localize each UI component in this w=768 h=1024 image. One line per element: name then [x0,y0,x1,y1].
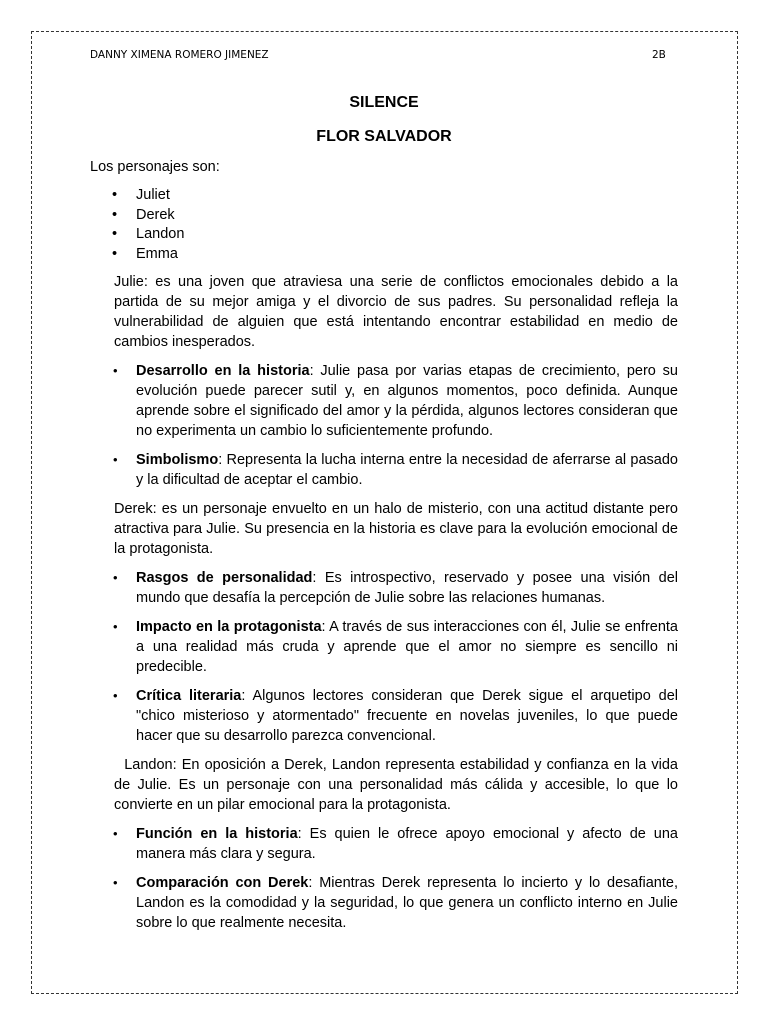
point-term: Comparación con Derek [136,875,309,891]
point-term: Simbolismo [136,452,219,468]
point-text: : Julie pasa por varias etapas de crecimiento, pero su evolución puede parecer sutil y, en algunos momentos, poco definida. Aunque aprende sobre el significado del amor y la pérdida, algunos lectores consideran que no experimenta un cambio lo suficientemente profundo. [136,363,678,439]
point-term: Rasgos de personalidad [136,570,313,586]
document-subtitle: FLOR SALVADOR [316,128,452,145]
julie-points [90,361,678,490]
point-term: Desarrollo en la historia [136,363,310,379]
point-term: Crítica literaria [136,688,242,704]
point-text: : Es quien le ofrece apoyo emocional y afecto de una manera más clara y segura. [136,826,678,862]
intro-text: Los personajes son: [90,159,220,175]
landon-paragraph: Landon: En oposición a Derek, Landon representa estabilidad y confianza en la vida de Julie. Es un personaje con una personalidad más cálida y accesible, lo que lo convierte en un pilar emocional para la protagonista. [114,757,683,813]
list-item [90,873,678,933]
header-group: 2B [652,49,666,61]
list-item [90,568,678,608]
list-item: • Derek [90,206,678,226]
point-term: Función en la historia [136,826,298,842]
character-list [90,186,678,264]
header-author: DANNY XIMENA ROMERO JIMENEZ [90,49,269,61]
derek-points [90,568,678,746]
landon-points [90,824,678,933]
point-text: : Representa la lucha interna entre la necesidad de aferrarse al pasado y la dificultad de aceptar el cambio. [136,452,678,488]
list-item [90,361,678,441]
document-title: SILENCE [349,94,419,111]
list-item: • Juliet [90,186,678,206]
list-item: • Landon [90,225,678,245]
point-text: : Es introspectivo, reservado y posee una visión del mundo que desafía la percepción de Julie sobre las relaciones humanas. [136,570,678,606]
list-item [90,686,678,746]
point-text: : Mientras Derek representa lo incierto y lo desafiante, Landon es la comodidad y la seguridad, lo que genera un conflicto interno en Julie sobre lo que realmente necesita. [136,875,678,931]
list-item [90,617,678,677]
point-term: Impacto en la protagonista [136,619,322,635]
point-text: : Algunos lectores consideran que Derek sigue el arquetipo del "chico misterioso y atormentado" frecuente en novelas juveniles, lo que puede hacer que su desarrollo parezca convencional. [136,688,678,744]
document-body [90,157,683,933]
point-text: : A través de sus interacciones con él, Julie se enfrenta a una realidad más cruda y aprende que el amor no siempre es sencillo ni predecible. [136,619,678,675]
list-item [90,824,678,864]
julie-paragraph: Julie: es una joven que atraviesa una serie de conflictos emocionales debido a la partida de su mejor amiga y el divorcio de sus padres. Su personalidad refleja la vulnerabilidad de alguien que está intentando encontrar estabilidad en medio de cambios inesperados. [114,274,678,350]
list-item: • Emma [90,245,678,265]
derek-paragraph: Derek: es un personaje envuelto en un halo de misterio, con una actitud distante pero atractiva para Julie. Su presencia en la historia es clave para la evolución emocional de la protagonista. [114,501,678,557]
list-item [90,450,678,490]
